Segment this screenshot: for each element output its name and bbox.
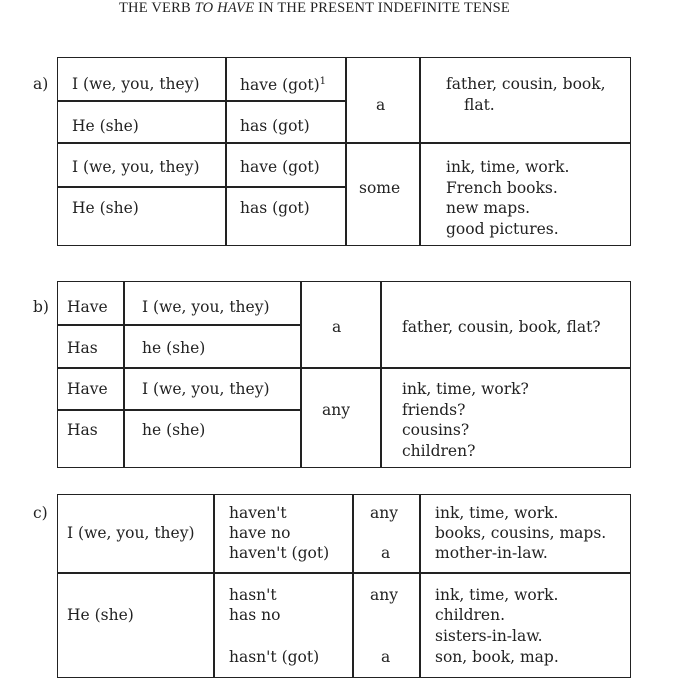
- determiner-cell: some: [359, 179, 401, 197]
- determiner-cell: a: [381, 544, 391, 562]
- subject-cell: He (she): [72, 199, 139, 217]
- object-line: ink, time, work.: [446, 158, 570, 176]
- object-line: friends?: [402, 401, 466, 419]
- object-line: ink, time, work?: [402, 380, 529, 398]
- subject-cell: I (we, you, they): [72, 75, 200, 93]
- verb-cell: hasn't: [229, 586, 277, 604]
- object-line: ink, time, work.: [435, 586, 559, 604]
- determiner-cell: a: [376, 96, 386, 114]
- section-c-label: c): [33, 504, 48, 522]
- object-line: sisters-in-law.: [435, 627, 543, 645]
- object-line: ink, time, work.: [435, 504, 559, 522]
- object-line: father, cousin, book, flat?: [402, 318, 601, 336]
- verb-cell: have (got)$^1$: [240, 76, 327, 94]
- verb-cell: has no: [229, 606, 281, 624]
- determiner-cell: any: [322, 401, 350, 419]
- subject-cell: I (we, you, they): [142, 298, 270, 316]
- verb-cell: hasn't (got): [229, 648, 320, 666]
- object-line: French books.: [446, 179, 558, 197]
- subject-cell: I (we, you, they): [72, 158, 200, 176]
- verb-cell: haven't: [229, 504, 287, 522]
- verb-cell: haven't (got): [229, 544, 330, 562]
- page-title: THE VERB TO HAVE IN THE PRESENT INDEFINITE TENSE: [119, 0, 510, 16]
- object-line: father, cousin, book,: [446, 75, 606, 93]
- determiner-cell: any: [370, 504, 398, 522]
- object-line: books, cousins, maps.: [435, 524, 607, 542]
- verb-cell: has (got): [240, 117, 310, 135]
- subject-cell: he (she): [142, 421, 206, 439]
- subject-cell: He (she): [67, 606, 134, 624]
- object-line: children.: [435, 606, 505, 624]
- object-line: good pictures.: [446, 220, 559, 238]
- determiner-cell: a: [332, 318, 342, 336]
- verb-cell: have no: [229, 524, 291, 542]
- verb-cell: has (got): [240, 199, 310, 217]
- object-line: mother-in-law.: [435, 544, 548, 562]
- aux-cell: Has: [67, 421, 98, 439]
- determiner-cell: any: [370, 586, 398, 604]
- determiner-cell: a: [381, 648, 391, 666]
- footnote-mark: 1: [319, 76, 327, 87]
- section-b-label: b): [33, 298, 49, 316]
- object-line: cousins?: [402, 421, 470, 439]
- subject-cell: He (she): [72, 117, 139, 135]
- subject-cell: I (we, you, they): [142, 380, 270, 398]
- object-line: son, book, map.: [435, 648, 559, 666]
- subject-cell: I (we, you, they): [67, 524, 195, 542]
- object-line: children?: [402, 442, 476, 460]
- aux-cell: Has: [67, 339, 98, 357]
- aux-cell: Have: [67, 380, 108, 398]
- object-line: flat.: [464, 96, 495, 114]
- verb-cell: have (got): [240, 158, 320, 176]
- aux-cell: Have: [67, 298, 108, 316]
- object-line: new maps.: [446, 199, 531, 217]
- section-a-label: a): [33, 75, 49, 93]
- subject-cell: he (she): [142, 339, 206, 357]
